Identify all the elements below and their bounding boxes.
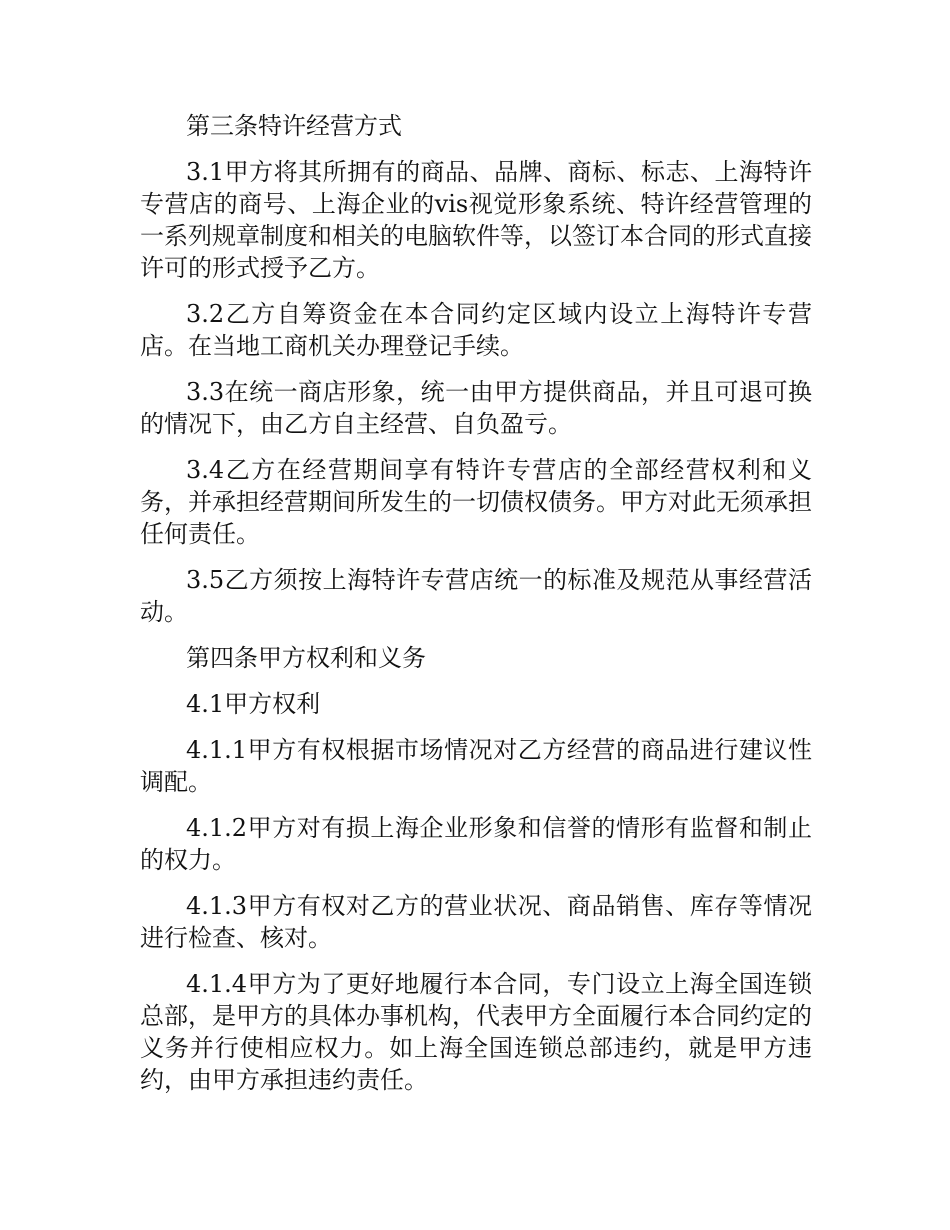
clause-3-5: 3.5乙方须按上海特许专营店统一的标准及规范从事经营活动。 bbox=[140, 566, 812, 626]
clause-3-3: 3.3在统一商店形象，统一由甲方提供商品，并且可退可换的情况下，由乙方自主经营、自负盈亏。 bbox=[140, 378, 812, 438]
article-3-heading: 第三条特许经营方式 bbox=[186, 112, 402, 140]
clause-4-1-4: 4.1.4甲方为了更好地履行本合同，专门设立上海全国连锁总部，是甲方的具体办事机构，代表甲方全面履行本合同约定的义务并行使相应权力。如上海全国连锁总部违约，就是甲方违约，由甲方承担违约责任。 bbox=[140, 970, 812, 1094]
clause-4-1-heading: 4.1甲方权利 bbox=[186, 690, 321, 718]
clause-3-1: 3.1甲方将其所拥有的商品、品牌、商标、标志、上海特许专营店的商号、上海企业的vis视觉形象系统、特许经营管理的一系列规章制度和相关的电脑软件等，以签订本合同的形式直接许可的形式授予乙方。 bbox=[140, 158, 812, 282]
document-body bbox=[140, 110, 812, 1110]
clause-4-1-2: 4.1.2甲方对有损上海企业形象和信誉的情形有监督和制止的权力。 bbox=[140, 814, 812, 874]
article-4-heading: 第四条甲方权利和义务 bbox=[186, 644, 426, 672]
clause-4-1-1: 4.1.1甲方有权根据市场情况对乙方经营的商品进行建议性调配。 bbox=[140, 736, 812, 796]
clause-4-1-3: 4.1.3甲方有权对乙方的营业状况、商品销售、库存等情况进行检查、核对。 bbox=[140, 892, 812, 952]
clause-3-4: 3.4乙方在经营期间享有特许专营店的全部经营权利和义务，并承担经营期间所发生的一切债权债务。甲方对此无须承担任何责任。 bbox=[140, 456, 812, 548]
clause-3-2: 3.2乙方自筹资金在本合同约定区域内设立上海特许专营店。在当地工商机关办理登记手续。 bbox=[140, 300, 812, 360]
